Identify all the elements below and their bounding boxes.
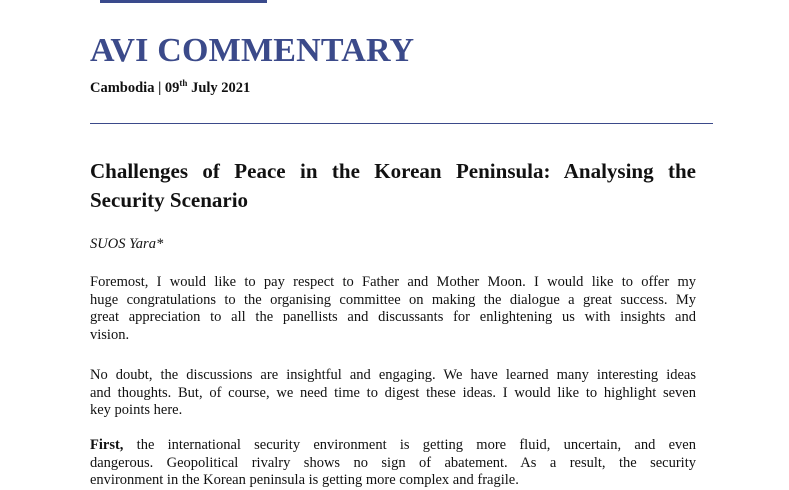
paragraph-3-line: dangerous. Geopolitical rivalry shows no sign of abatement. As a result, the security bbox=[90, 454, 696, 471]
header-accent-bar bbox=[100, 0, 267, 3]
paragraph-1-line: great appreciation to all the panellists and discussants for enlightening us with insights and bbox=[90, 309, 696, 325]
paragraph-1-line: vision. bbox=[90, 326, 130, 343]
paragraph-3-line: environment in the Korean peninsula is getting more complex and fragile. bbox=[90, 472, 519, 488]
paragraph-1-line: huge congratulations to the organising committee on making the dialogue a great success. My bbox=[90, 291, 696, 308]
paragraph-3-lead: First, bbox=[90, 437, 124, 453]
article-title-line-1: Challenges of Peace in the Korean Peninsula: Analysing the bbox=[90, 159, 696, 183]
paragraph-2-line: key points here. bbox=[90, 402, 183, 418]
masthead-title: AVI COMMENTARY bbox=[90, 32, 415, 69]
paragraph-2 bbox=[90, 367, 696, 420]
dateline-separator: | bbox=[154, 80, 165, 96]
paragraph-1 bbox=[90, 274, 696, 344]
dateline bbox=[90, 80, 250, 97]
dateline-month-year: July 2021 bbox=[187, 80, 251, 96]
paragraph-3 bbox=[90, 437, 696, 490]
article-title bbox=[90, 157, 696, 215]
article-title-line-2: Security Scenario bbox=[90, 188, 249, 212]
dateline-country: Cambodia bbox=[90, 80, 155, 96]
dateline-day-suffix: th bbox=[179, 78, 188, 89]
author-byline: SUOS Yara* bbox=[90, 236, 164, 252]
paragraph-3-line-1-rest: the international security environment is getting more fluid, uncertain, and even bbox=[123, 437, 696, 453]
paragraph-2-line: No doubt, the discussions are insightful and engaging. We have learned many interesting ideas bbox=[90, 367, 696, 383]
paragraph-1-line: Foremost, I would like to pay respect to Father and Mother Moon. I would like to offer my bbox=[90, 274, 696, 290]
dateline-day: 09 bbox=[164, 80, 180, 96]
header-divider bbox=[90, 123, 713, 124]
paragraph-2-line: and thoughts. But, of course, we need time to digest these ideas. I would like to highlight seven bbox=[90, 384, 696, 401]
paragraph-3-line bbox=[90, 437, 696, 455]
